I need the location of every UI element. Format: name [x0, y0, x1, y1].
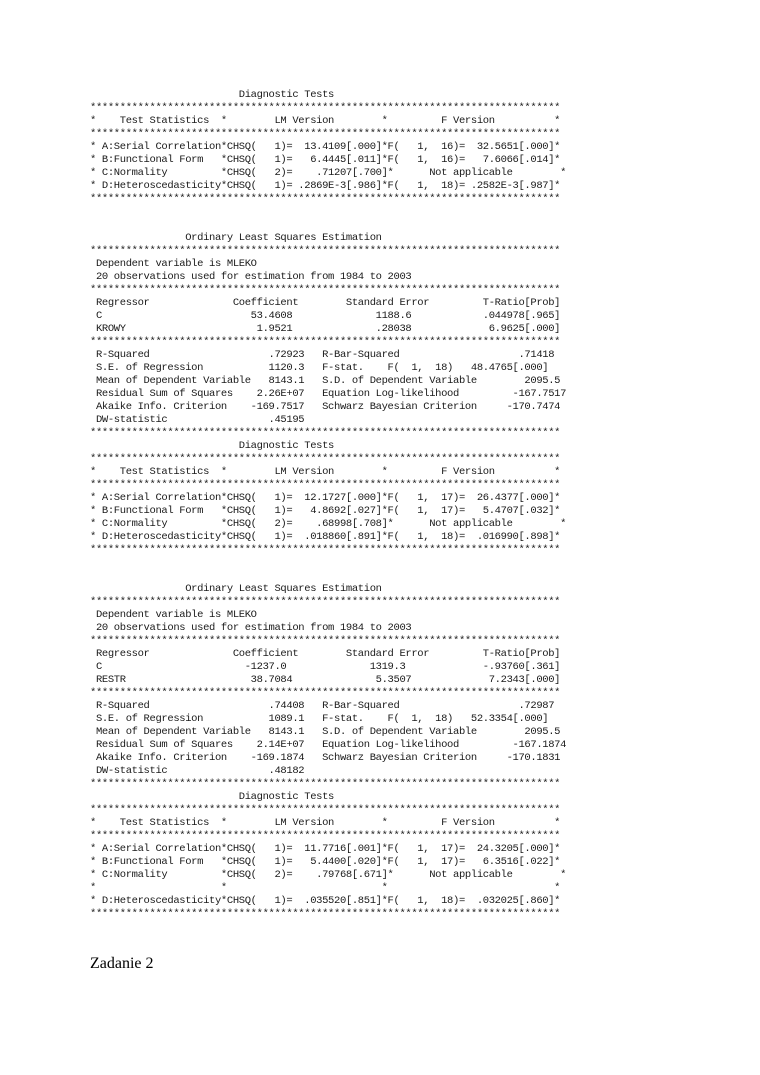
printout-line: ******************************************************************************* — [90, 778, 561, 790]
printout-line: * Test Statistics * LM Version * F Version * — [90, 115, 561, 127]
printout-line: * * * * — [90, 882, 561, 894]
printout-line: * C:Normality *CHSQ( 2)= .79768[.671]* Not applicable * — [90, 869, 567, 881]
printout-line: * D:Heteroscedasticity*CHSQ( 1)= .035520[.851]*F( 1, 18)= .032025[.860]* — [90, 895, 561, 907]
printout-line: Ordinary Least Squares Estimation — [90, 232, 382, 244]
printout-line: C -1237.0 1319.3 -.93760[.361] — [90, 661, 561, 673]
printout-line: Mean of Dependent Variable 8143.1 S.D. of Dependent Variable 2095.5 — [90, 726, 561, 738]
printout-line: ******************************************************************************* — [90, 908, 561, 920]
printout-line: Diagnostic Tests — [90, 440, 334, 452]
printout-line: * A:Serial Correlation*CHSQ( 1)= 13.4109[.000]*F( 1, 16)= 32.5651[.000]* — [90, 141, 561, 153]
printout-line: Dependent variable is MLEKO — [90, 609, 257, 621]
printout-line: * D:Heteroscedasticity*CHSQ( 1)= .018860[.891]*F( 1, 18)= .016990[.898]* — [90, 531, 561, 543]
printout-line: ******************************************************************************* — [90, 544, 561, 556]
printout-line: ******************************************************************************* — [90, 804, 561, 816]
printout-line: S.E. of Regression 1089.1 F-stat. F( 1, 18) 52.3354[.000] — [90, 713, 549, 725]
regression-printout — [90, 89, 650, 921]
printout-line: ******************************************************************************* — [90, 635, 561, 647]
printout-line: ******************************************************************************* — [90, 479, 561, 491]
printout-line: 20 observations used for estimation from 1984 to 2003 — [90, 622, 412, 634]
printout-line: R-Squared .72923 R-Bar-Squared .71418 — [90, 349, 555, 361]
printout-line: * D:Heteroscedasticity*CHSQ( 1)= .2869E-3[.986]*F( 1, 18)= .2582E-3[.987]* — [90, 180, 561, 192]
printout-line: ******************************************************************************* — [90, 427, 561, 439]
printout-line — [90, 219, 650, 232]
printout-line: Regressor Coefficient Standard Error T-Ratio[Prob] — [90, 648, 561, 660]
printout-line: Residual Sum of Squares 2.26E+07 Equation Log-likelihood -167.7517 — [90, 388, 567, 400]
printout-line: ******************************************************************************* — [90, 596, 561, 608]
printout-line: C 53.4608 1188.6 .044978[.965] — [90, 310, 561, 322]
printout-line: * A:Serial Correlation*CHSQ( 1)= 12.1727[.000]*F( 1, 17)= 26.4377[.000]* — [90, 492, 561, 504]
printout-line: Akaike Info. Criterion -169.1874 Schwarz Bayesian Criterion -170.1831 — [90, 752, 561, 764]
printout-line: Residual Sum of Squares 2.14E+07 Equation Log-likelihood -167.1874 — [90, 739, 567, 751]
printout-line: DW-statistic .45195 — [90, 414, 305, 426]
section-heading: Zadanie 2 — [90, 955, 154, 972]
printout-line: ******************************************************************************* — [90, 336, 561, 348]
printout-line: Akaike Info. Criterion -169.7517 Schwarz Bayesian Criterion -170.7474 — [90, 401, 561, 413]
printout-line: * A:Serial Correlation*CHSQ( 1)= 11.7716[.001]*F( 1, 17)= 24.3205[.000]* — [90, 843, 561, 855]
printout-line: R-Squared .74408 R-Bar-Squared .72987 — [90, 700, 555, 712]
printout-line: * B:Functional Form *CHSQ( 1)= 5.4400[.020]*F( 1, 17)= 6.3516[.022]* — [90, 856, 561, 868]
printout-line: Mean of Dependent Variable 8143.1 S.D. of Dependent Variable 2095.5 — [90, 375, 561, 387]
printout-line: * Test Statistics * LM Version * F Version * — [90, 466, 561, 478]
printout-line: ******************************************************************************* — [90, 830, 561, 842]
printout-line: ******************************************************************************* — [90, 687, 561, 699]
printout-line: KROWY 1.9521 .28038 6.9625[.000] — [90, 323, 561, 335]
printout-line — [90, 206, 650, 219]
printout-line: DW-statistic .48182 — [90, 765, 305, 777]
printout-line — [90, 557, 650, 570]
printout-line: * B:Functional Form *CHSQ( 1)= 6.4445[.011]*F( 1, 16)= 7.6066[.014]* — [90, 154, 561, 166]
printout-line: ******************************************************************************* — [90, 284, 561, 296]
printout-line: ******************************************************************************* — [90, 102, 561, 114]
printout-line: Ordinary Least Squares Estimation — [90, 583, 382, 595]
printout-line: Dependent variable is MLEKO — [90, 258, 257, 270]
printout-line — [90, 570, 650, 583]
printout-line: ******************************************************************************* — [90, 453, 561, 465]
printout-line: * C:Normality *CHSQ( 2)= .68998[.708]* Not applicable * — [90, 518, 567, 530]
printout-line: RESTR 38.7084 5.3507 7.2343[.000] — [90, 674, 561, 686]
printout-line: ******************************************************************************* — [90, 245, 561, 257]
printout-line: 20 observations used for estimation from 1984 to 2003 — [90, 271, 412, 283]
printout-line: S.E. of Regression 1120.3 F-stat. F( 1, 18) 48.4765[.000] — [90, 362, 549, 374]
printout-line: ******************************************************************************* — [90, 193, 561, 205]
printout-line: * Test Statistics * LM Version * F Version * — [90, 817, 561, 829]
printout-line: * B:Functional Form *CHSQ( 1)= 4.8692[.027]*F( 1, 17)= 5.4707[.032]* — [90, 505, 561, 517]
printout-line: ******************************************************************************* — [90, 128, 561, 140]
printout-line: Diagnostic Tests — [90, 89, 334, 101]
printout-line: Diagnostic Tests — [90, 791, 334, 803]
printout-line: * C:Normality *CHSQ( 2)= .71207[.700]* Not applicable * — [90, 167, 567, 179]
printout-line: Regressor Coefficient Standard Error T-Ratio[Prob] — [90, 297, 561, 309]
